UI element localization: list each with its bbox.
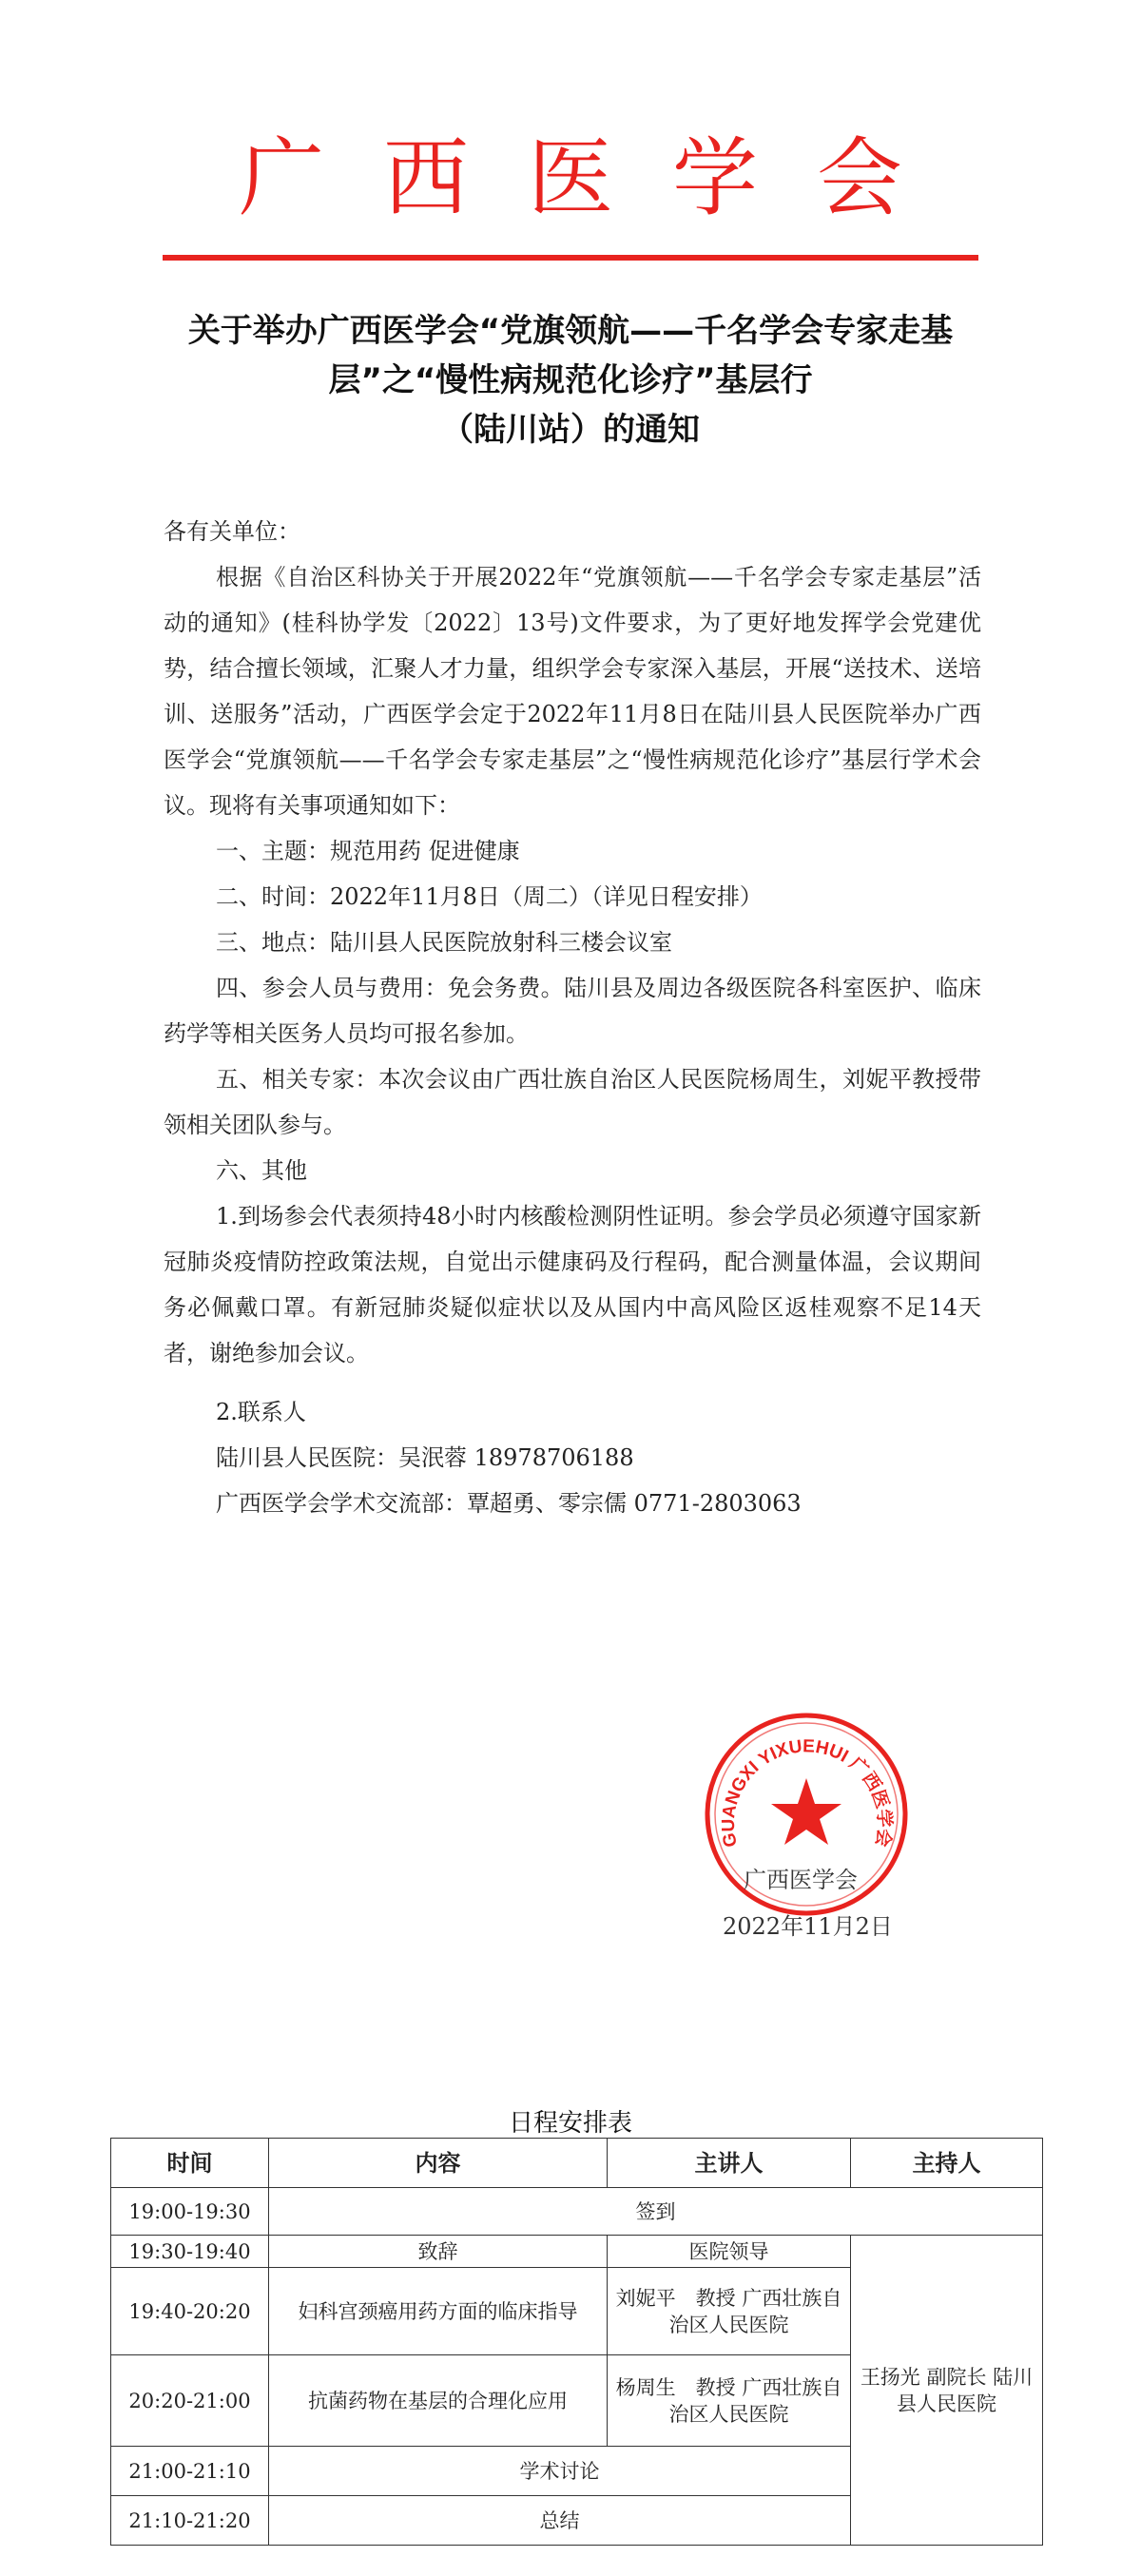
- col-header-host: 主持人: [851, 2139, 1043, 2188]
- table-row: [111, 2188, 1043, 2236]
- salutation: 各有关单位：: [164, 518, 300, 545]
- row-speaker: 杨周生 教授 广西壮族自治区人民医院: [608, 2355, 851, 2447]
- item-location: 三、地点：陆川县人民医院放射科三楼会议室: [216, 929, 672, 956]
- item-other-covid: 1.到场参会代表须持48小时内核酸检测阴性证明。参会学员必须遵守国家新冠肺炎疫情防控政策法规，自觉出示健康码及行程码，配合测量体温，会议期间务必佩戴口罩。有新冠肺炎疑似症状以及从国内中高风险区返桂观察不足14天者，谢绝参加会议。: [164, 1203, 981, 1366]
- row-content: 签到: [269, 2188, 1043, 2236]
- title-line-3: （陆川站）的通知: [441, 411, 700, 449]
- row-time: 19:00-19:30: [111, 2188, 269, 2236]
- contact-association: 广西医学会学术交流部：覃超勇、零宗儒 0771-2803063: [216, 1490, 802, 1517]
- seal-text: GUANGXI YIXUEHUI 广西医学会: [718, 1736, 895, 1850]
- title-line-1: 关于举办广西医学会“党旗领航——千名学会专家走基: [187, 312, 954, 350]
- letterhead-divider: [163, 255, 978, 261]
- row-time: 21:10-21:20: [111, 2496, 269, 2546]
- contact-hospital: 陆川县人民医院：吴泯蓉 18978706188: [216, 1444, 634, 1471]
- intro-paragraph: 根据《自治区科协关于开展2022年“党旗领航——千名学会专家走基层”活动的通知》(桂科协学发〔2022〕13号)文件要求，为了更好地发挥学会党建优势，结合擅长领域，汇聚人才力量，组织学会专家深入基层，开展“送技术、送培训、送服务”活动，广西医学会定于2022年11月8日在陆川县人民医院举办广西医学会“党旗领航——千名学会专家走基层”之“慢性病规范化诊疗”基层行学术会议。现将有关事项通知如下：: [164, 564, 981, 819]
- schedule-header-row: [111, 2139, 1043, 2188]
- row-content: 抗菌药物在基层的合理化应用: [269, 2355, 608, 2447]
- row-content: 妇科宫颈癌用药方面的临床指导: [269, 2268, 608, 2355]
- seal-star-icon: [771, 1778, 841, 1845]
- notice-body: [164, 509, 981, 1526]
- table-row: [111, 2236, 1043, 2268]
- row-content: 总结: [269, 2496, 851, 2546]
- signature-date: 2022年11月2日: [723, 1913, 893, 1940]
- row-time: 20:20-21:00: [111, 2355, 269, 2447]
- item-other: 六、其他: [216, 1157, 307, 1184]
- item-attendees: 四、参会人员与费用：免会务费。陆川县及周边各级医院各科室医护、临床药学等相关医务人员均可报名参加。: [164, 975, 981, 1047]
- schedule-table: [110, 2138, 1043, 2546]
- col-header-time: 时间: [111, 2139, 269, 2188]
- col-header-content: 内容: [269, 2139, 608, 2188]
- item-experts: 五、相关专家：本次会议由广西壮族自治区人民医院杨周生，刘妮平教授带领相关团队参与。: [164, 1066, 981, 1138]
- row-speaker: 医院领导: [608, 2236, 851, 2268]
- row-content: 致辞: [269, 2236, 608, 2268]
- row-content: 学术讨论: [269, 2447, 851, 2496]
- row-host: 王扬光 副院长 陆川县人民医院: [851, 2236, 1043, 2546]
- signature-org: 广西医学会: [744, 1867, 858, 1893]
- org-letterhead-title: 广西医学会: [239, 128, 961, 228]
- title-line-2: 层”之“慢性病规范化诊疗”基层行: [328, 361, 813, 399]
- item-other-contacts: 2.联系人: [216, 1399, 306, 1425]
- item-theme: 一、主题：规范用药 促进健康: [216, 838, 520, 864]
- row-time: 19:30-19:40: [111, 2236, 269, 2268]
- row-speaker: 刘妮平 教授 广西壮族自治区人民医院: [608, 2268, 851, 2355]
- col-header-speaker: 主讲人: [608, 2139, 851, 2188]
- item-time: 二、时间：2022年11月8日（周二）（详见日程安排）: [216, 883, 763, 910]
- document-title: [143, 306, 998, 455]
- row-time: 21:00-21:10: [111, 2447, 269, 2496]
- row-time: 19:40-20:20: [111, 2268, 269, 2355]
- schedule-title: 日程安排表: [508, 2109, 632, 2138]
